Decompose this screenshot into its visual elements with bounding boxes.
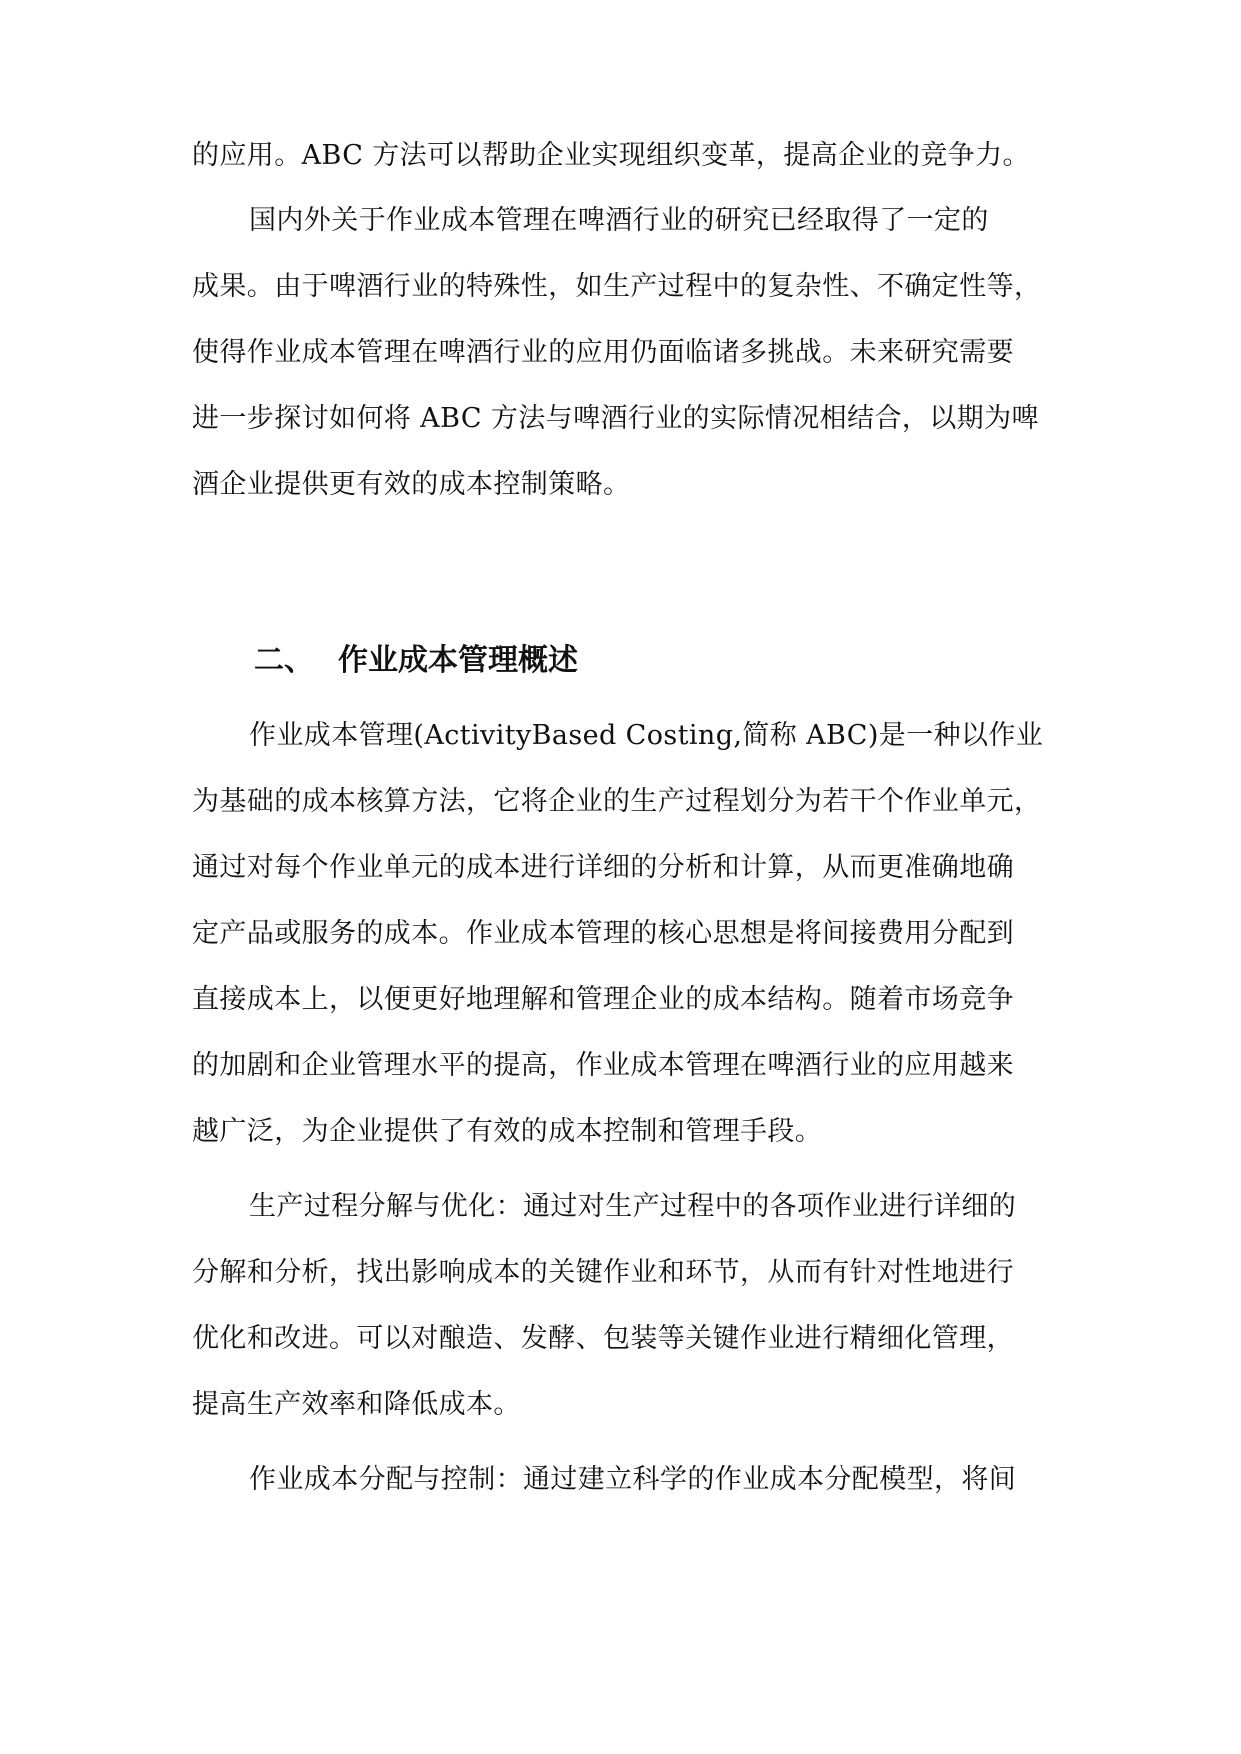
paragraph-line: 为基础的成本核算方法，它将企业的生产过程划分为若干个作业单元， — [192, 786, 1042, 817]
paragraph-line: 通过对每个作业单元的成本进行详细的分析和计算，从而更准确地确 — [192, 852, 1014, 883]
paragraph-line: 分解和分析，找出影响成本的关键作业和环节，从而有针对性地进行 — [192, 1257, 1014, 1288]
paragraph-line: 的应用。ABC 方法可以帮助企业实现组织变革，提高企业的竞争力。 — [192, 140, 1030, 171]
paragraph-line: 生产过程分解与优化：通过对生产过程中的各项作业进行详细的 — [249, 1191, 1017, 1222]
paragraph-line: 成果。由于啤酒行业的特殊性，如生产过程中的复杂性、不确定性等， — [192, 271, 1042, 302]
paragraph-line: 越广泛，为企业提供了有效的成本控制和管理手段。 — [192, 1116, 823, 1147]
paragraph-line: 优化和改进。可以对酿造、发酵、包装等关键作业进行精细化管理， — [192, 1323, 1014, 1354]
paragraph-line: 进一步探讨如何将 ABC 方法与啤酒行业的实际情况相结合，以期为啤 — [192, 403, 1039, 434]
paragraph-line: 使得作业成本管理在啤酒行业的应用仍面临诸多挑战。未来研究需要 — [192, 337, 1014, 368]
section-heading — [254, 639, 578, 683]
section-title: 作业成本管理概述 — [338, 643, 578, 678]
paragraph-line: 国内外关于作业成本管理在啤酒行业的研究已经取得了一定的 — [249, 205, 989, 236]
section-number: 二、 — [254, 643, 314, 678]
paragraph-line: 直接成本上，以便更好地理解和管理企业的成本结构。随着市场竞争 — [192, 984, 1014, 1015]
paragraph-line: 的加剧和企业管理水平的提高，作业成本管理在啤酒行业的应用越来 — [192, 1050, 1014, 1081]
paragraph-line: 定产品或服务的成本。作业成本管理的核心思想是将间接费用分配到 — [192, 918, 1014, 949]
paragraph-line: 作业成本分配与控制：通过建立科学的作业成本分配模型，将间 — [249, 1464, 1017, 1495]
paragraph-line: 作业成本管理(ActivityBased Costing,简称 ABC)是一种以作业 — [249, 720, 1044, 751]
paragraph-line: 提高生产效率和降低成本。 — [192, 1389, 521, 1420]
paragraph-line: 酒企业提供更有效的成本控制策略。 — [192, 469, 631, 500]
